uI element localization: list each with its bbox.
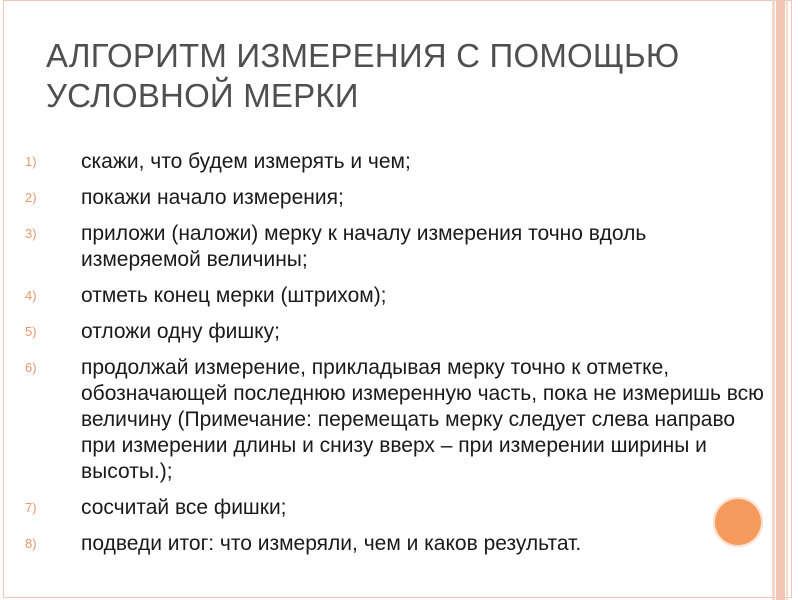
list-item (25, 221, 770, 273)
step-number: 2) (25, 190, 37, 205)
step-number: 3) (25, 226, 37, 241)
step-text: приложи (наложи) мерку к началу измерения точно вдоль измеряемой величины; (81, 222, 647, 271)
step-text: продолжай измерение, прикладывая мерку точно к отметке, обозначающей последнюю измеренную часть, пока не измеришь всю величину (Примечание: перемещать мерку следует слева направо при измерении длины и снизу вверх – при измерении ширины и высоты.); (81, 356, 764, 483)
list-item (25, 531, 770, 557)
step-number: 6) (25, 360, 37, 375)
steps-list (25, 149, 770, 567)
step-text: отложи одну фишку; (81, 320, 280, 343)
step-number: 7) (25, 500, 37, 515)
step-number: 1) (25, 154, 37, 169)
step-number: 4) (25, 288, 37, 303)
slide-title: АЛГОРИТМ ИЗМЕРЕНИЯ С ПОМОЩЬЮ УСЛОВНОЙ МЕРКИ (46, 37, 680, 114)
decorative-circle (713, 497, 763, 547)
list-item (25, 355, 770, 485)
list-item (25, 319, 770, 345)
list-item (25, 185, 770, 211)
decorative-bar (776, 0, 785, 600)
step-text: скажи, что будем измерять и чем; (81, 150, 411, 173)
decorative-bar (772, 0, 775, 600)
step-number: 5) (25, 324, 37, 339)
step-text: отметь конец мерки (штрихом); (81, 284, 387, 307)
list-item (25, 149, 770, 175)
step-text: покажи начало измерения; (81, 186, 344, 209)
step-text: сосчитай все фишки; (81, 496, 287, 519)
list-item (25, 283, 770, 309)
step-text: подведи итог: что измеряли, чем и каков результат. (81, 532, 582, 555)
decorative-bar (786, 0, 788, 600)
step-number: 8) (25, 536, 37, 551)
list-item (25, 495, 770, 521)
